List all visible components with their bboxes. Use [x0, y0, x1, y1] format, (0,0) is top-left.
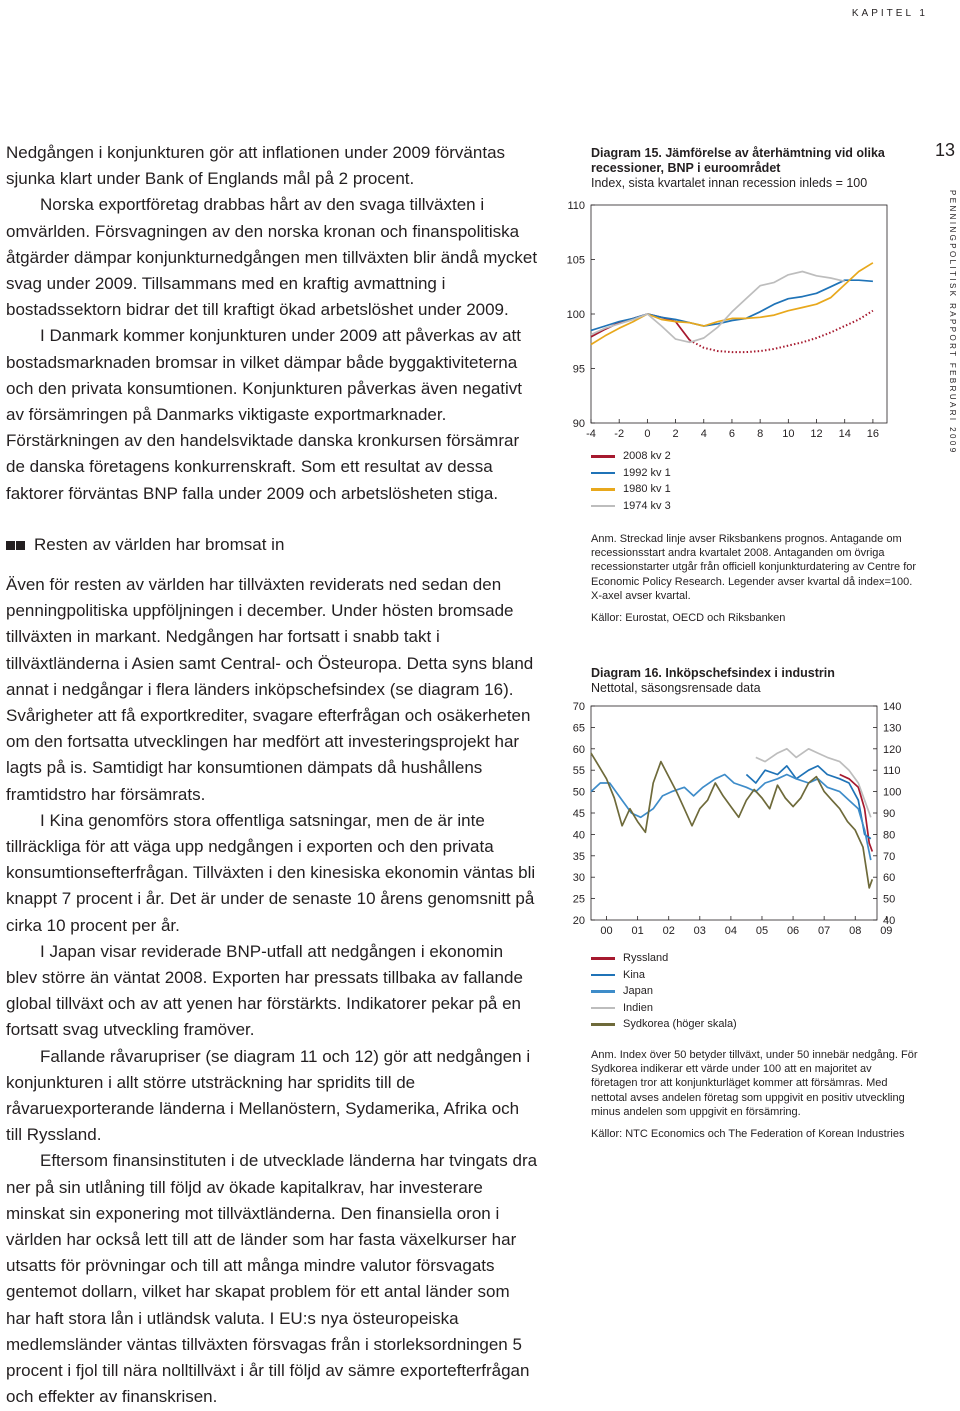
- diagram16-y2-tick-label: 50: [883, 893, 896, 906]
- diagram15-x-tick-label: 16: [866, 428, 880, 440]
- diagram16-y2-tick-label: 40: [883, 915, 896, 927]
- diagram16-y-tick-label: 25: [572, 893, 585, 906]
- diagram15-x-tick-label: 10: [782, 428, 795, 440]
- diagram16-y-tick-label: 45: [572, 808, 585, 820]
- diagram15-legend-swatch: [591, 472, 615, 475]
- paragraph: Eftersom finansinstituten i de utvecklade länderna har tvingats dra ner på sin utlåning till följd av ökade kapitalkrav, har investerare minskat sin exponering mot tillväxtländerna. Den finansiella oron i världen har också lett till att de länder som har fasta växelkurser har utsatts för prövningar och till att många mindre valutor försvagats gentemot dollarn, vilket har skapat problem för ett antal länder som har haft stora lån i utländsk valuta. I EU:s nya östeuropeiska medlemsländer väntas tillväxten försvagas från i storleksordningen 5 procent i fjol till nära nolltillväxt i år till följd av sämre exportefterfrågan och effekter av finanskrisen.: [6, 1151, 538, 1407]
- diagram15-legend-label: 1974 kv 3: [623, 499, 671, 512]
- diagram16-x-tick-label: 04: [724, 925, 738, 937]
- diagram16-legend-item: [591, 983, 737, 1000]
- diagram16-subtitle: Nettotal, säsongsrensade data: [591, 681, 761, 695]
- paragraph: I Japan visar reviderade BNP-utfall att nedgången i ekonomin blev större än väntat 2008. Exporten har pressats tillbaka av fallande global tillväxt och av att yenen har förstärkts. Indikatorer pekar på en fortsatt svag utveckling framöver.: [6, 941, 523, 1040]
- diagram16-legend-swatch: [591, 974, 615, 977]
- diagram16-legend-label: Indien: [623, 1001, 653, 1014]
- diagram16-y2-tick-label: 120: [883, 743, 902, 756]
- diagram16-y2-tick-label: 80: [883, 829, 896, 842]
- diagram16-y-tick-label: 20: [572, 915, 585, 927]
- diagram16-chart: [560, 698, 920, 943]
- diagram15-y-tick-label: 90: [572, 418, 585, 430]
- diagram15-title: Jämförelse av återhämtning vid olika recessioner, BNP i euroområdet: [591, 146, 885, 175]
- paragraph: Norska exportföretag drabbas hårt av den svaga tillväxten i omvärlden. Försvagningen av den norska kronan och finanspolitiska åtgärder dämpar konjunkturnedgången men tillväxten blir ändå mycket svag under 2009. Tillsammans med en kraftig avmattning i bostadssektorn bidrar det till kraftigt ökad arbetslöshet under 2009.: [6, 195, 538, 320]
- diagram15-x-tick-label: -4: [586, 428, 596, 440]
- diagram16-y-tick-label: 60: [572, 743, 585, 756]
- diagram16-legend-item: [591, 967, 737, 984]
- diagram15-y-tick-label: 100: [566, 309, 585, 321]
- diagram16-x-tick-label: 05: [755, 925, 769, 937]
- diagram15-chart: [560, 195, 890, 445]
- diagram16-legend-label: Kina: [623, 968, 646, 981]
- paragraph: I Danmark kommer konjunkturen under 2009 att påverkas av att bostadsmarknaden bromsar in vilket dämpar både byggaktiviteterna och den privata konsumtionen. Konjunkturen påverkas även negativt av försämringen på Danmarks viktigaste exportmarknader. Förstärkningen av den handelsviktade danska kronkursen försämrar de danska företagens konkurrenskraft. Som ett resultat av dessa faktorer förväntas BNP falla under 2009 och arbetslösheten stiga.: [6, 326, 522, 503]
- diagram15-subtitle: Index, sista kvartalet innan recession inleds = 100: [591, 176, 868, 190]
- paragraph: I Kina genomförs stora offentliga satsningar, men de är inte tillräckliga för att väga upp nedgången i exporten och den privata konsumtionsefterfrågan. Tillväxten i den kinesiska ekonomin väntas bli knappt 7 procent i år. Det är under de senaste 10 årens genomsnitt på cirka 10 procent per år.: [6, 810, 536, 935]
- report-sidebar-text: PENNINGPOLITISK RAPPORT FEBRUARI 2009: [948, 190, 957, 455]
- diagram16-label: Diagram 16.: [591, 666, 662, 680]
- diagram16-y-tick-label: 30: [572, 872, 585, 885]
- diagram15-heading: [591, 146, 891, 191]
- diagram16-y2-tick-label: 60: [883, 872, 896, 885]
- diagram16-legend-swatch: [591, 990, 615, 993]
- diagram15-legend-item: [591, 448, 671, 465]
- paragraph: Nedgången i konjunkturen gör att inflationen under 2009 förväntas sjunka klart under Bank of Englands mål på 2 procent.: [6, 143, 506, 189]
- diagram15-x-tick-label: 2: [672, 428, 679, 440]
- report-sidebar-label: [948, 190, 960, 455]
- diagram16-legend-item: [591, 950, 737, 967]
- body-text-bottom: [6, 572, 538, 1411]
- diagram16-x-tick-label: 09: [880, 925, 893, 937]
- diagram15-legend-label: 2008 kv 2: [623, 450, 671, 463]
- diagram15-plot-frame: [591, 205, 887, 423]
- diagram16-series-line: [591, 753, 872, 888]
- diagram16-y2-tick-label: 130: [883, 722, 902, 735]
- diagram16-x-tick-label: 07: [818, 925, 831, 937]
- diagram16-y-tick-label: 65: [572, 722, 585, 735]
- diagram15-x-tick-label: 8: [757, 428, 764, 440]
- paragraph: Även för resten av världen har tillväxten reviderats ned sedan den penningpolitiska uppföljningen i december. Under hösten bromsade tillväxten in markant. Nedgången har fortsatt i snabb takt i tillväxtländerna i Asien samt Central- och Östeuropa. Detta syns bland annat i nedgångar i flera länders inköpschefsindex (se diagram 16). Svårigheter att få exportkrediter, svagare efterfrågan och osäkerheten om den fortsatta utvecklingen har medfört att investeringsprojekt har lagts på is. Samtidigt har konsumtionen dämpats då hushållens framtidstro har försämrats.: [6, 575, 534, 804]
- diagram16-y-tick-label: 35: [572, 850, 585, 863]
- diagram16-x-tick-label: 00: [600, 925, 613, 937]
- diagram15-legend-label: 1992 kv 1: [623, 466, 671, 479]
- diagram15-x-tick-label: 6: [728, 428, 736, 440]
- diagram16-x-tick-label: 02: [662, 925, 675, 937]
- diagram15-series-line: [690, 311, 873, 352]
- paragraph: Fallande råvarupriser (se diagram 11 och 12) gör att nedgången i konjunkturen i allt större utsträckning har spridits till de råvaruexporterande länderna i Mellanöstern, Sydamerika, Afrika och till Ryssland.: [6, 1046, 531, 1145]
- section-heading: [6, 535, 284, 555]
- diagram15-legend-swatch: [591, 488, 615, 491]
- diagram16-y2-tick-label: 70: [883, 850, 896, 863]
- diagram15-y-tick-label: 95: [572, 363, 585, 376]
- diagram16-heading: [591, 666, 891, 696]
- diagram16-y2-tick-label: 140: [883, 701, 902, 713]
- diagram16-legend: [591, 950, 737, 1033]
- diagram15-legend-item: [591, 465, 671, 482]
- diagram16-y2-tick-label: 100: [883, 786, 902, 799]
- diagram16-title: Inköpschefsindex i industrin: [665, 666, 835, 680]
- page-number: 13: [935, 140, 956, 160]
- diagram15-x-tick-label: 14: [838, 428, 851, 440]
- diagram15-legend-item: [591, 498, 671, 515]
- body-text-top: [6, 140, 538, 507]
- diagram15-legend: [591, 448, 671, 514]
- section-heading-text: Resten av världen har bromsat in: [34, 535, 285, 554]
- diagram16-y-tick-label: 50: [572, 786, 585, 799]
- diagram15-source: Källor: Eurostat, OECD och Riksbanken: [591, 612, 786, 625]
- diagram15-legend-item: [591, 481, 671, 498]
- diagram16-y2-tick-label: 90: [883, 808, 896, 820]
- diagram16-y-tick-label: 55: [572, 765, 585, 778]
- diagram15-legend-label: 1980 kv 1: [623, 483, 671, 496]
- diagram15-series-line: [591, 280, 873, 330]
- diagram15-legend-swatch: [591, 505, 615, 508]
- diagram16-legend-swatch: [591, 1023, 615, 1026]
- diagram16-y-tick-label: 70: [572, 701, 585, 713]
- diagram16-legend-label: Sydkorea (höger skala): [623, 1018, 737, 1031]
- diagram16-series-line: [591, 775, 871, 861]
- diagram16-notes: [591, 1048, 921, 1149]
- diagram16-legend-item: [591, 1016, 737, 1033]
- diagram15-note: Anm. Streckad linje avser Riksbankens prognos. Antagande om recessionsstart andra kvartalet 2008. Antaganden om övriga recessionstarter utgår från officiell konjunkturdatering av Centre for Economic Policy Research. Legender avser kvartal då index=100. X-axel avser kvartal.: [591, 533, 917, 602]
- diagram16-x-tick-label: 06: [786, 925, 800, 937]
- chapter-header: KAPITEL 1: [851, 8, 928, 19]
- diagram16-y2-tick-label: 110: [883, 765, 901, 778]
- heading-marker-icon: [6, 535, 26, 555]
- diagram16-x-tick-label: 01: [631, 925, 644, 937]
- diagram16-legend-item: [591, 1000, 737, 1017]
- diagram15-x-tick-label: 0: [644, 428, 651, 440]
- diagram16-x-tick-label: 08: [849, 925, 862, 937]
- diagram16-plot-frame: [591, 706, 877, 920]
- diagram15-series-line: [591, 263, 873, 345]
- diagram16-legend-label: Japan: [623, 985, 653, 998]
- diagram15-y-tick-label: 105: [566, 254, 585, 267]
- diagram15-notes: [591, 532, 921, 633]
- diagram15-x-tick-label: 12: [810, 428, 823, 440]
- diagram15-legend-swatch: [591, 455, 615, 458]
- diagram16-x-tick-label: 03: [693, 925, 706, 937]
- diagram15-y-tick-label: 110: [567, 200, 585, 212]
- diagram16-legend-swatch: [591, 957, 615, 960]
- diagram16-legend-label: Ryssland: [623, 952, 669, 965]
- diagram16-y-tick-label: 40: [572, 829, 585, 842]
- diagram15-x-tick-label: -2: [614, 428, 625, 440]
- diagram16-source: Källor: NTC Economics och The Federation of Korean Industries: [591, 1128, 905, 1141]
- diagram16-note: Anm. Index över 50 betyder tillväxt, under 50 innebär nedgång. För Sydkorea indikerar ett värde under 100 att en majoritet av företagen tror att konjunkturläget kommer att försämras. Med nettotal avses andelen företag som uppgivit en positiv utveckling minus andelen som uppgivit en försämring.: [591, 1049, 918, 1118]
- diagram15-label: Diagram 15.: [591, 146, 662, 160]
- diagram16-legend-swatch: [591, 1007, 615, 1010]
- diagram15-x-tick-label: 4: [700, 428, 707, 440]
